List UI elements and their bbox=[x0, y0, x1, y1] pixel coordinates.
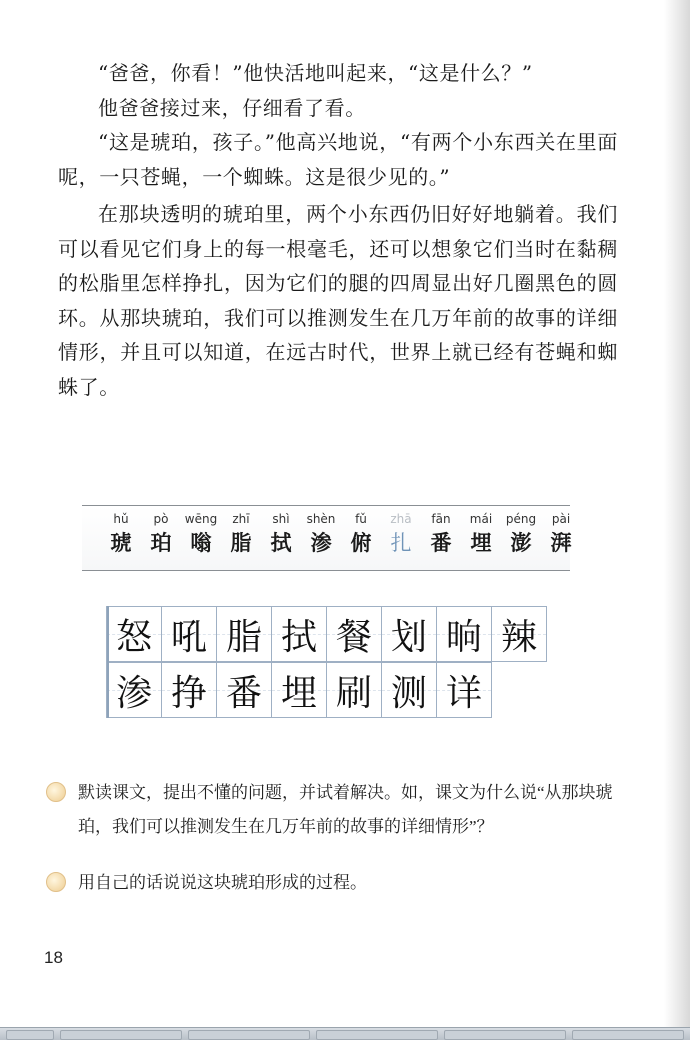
writing-cell bbox=[326, 606, 382, 662]
writing-cell bbox=[271, 606, 327, 662]
pinyin-word bbox=[424, 512, 458, 558]
pinyin: shì bbox=[272, 512, 290, 526]
paragraph-1: “爸爸，你看！”他快活地叫起来，“这是什么？” bbox=[98, 61, 533, 85]
pinyin: wēng bbox=[184, 512, 218, 526]
taskbar-item[interactable] bbox=[188, 1030, 310, 1040]
pinyin-word bbox=[144, 512, 178, 558]
pinyin-word bbox=[224, 512, 258, 558]
pinyin-word bbox=[544, 512, 578, 558]
pinyin: fǔ bbox=[355, 512, 367, 526]
writing-cell bbox=[271, 662, 327, 718]
pinyin-row bbox=[104, 512, 578, 558]
pinyin: hǔ bbox=[113, 512, 129, 526]
pinyin: péng bbox=[505, 512, 537, 526]
writing-char: 刷 bbox=[335, 672, 372, 714]
paragraph-4: 在那块透明的琥珀里，两个小东西仍旧好好地躺着。我们可以看见它们身上的每一根毫毛，还可以想象它们当时在黏稠的松脂里怎样挣扎，因为它们的腿的四周显出好几圈黑色的圆环。从那块琥珀，我们可以推测发生在几万年前的故事的详细情形，并且可以知道，在远古时代，世界上就已经有苍蝇和蜘蛛了。 bbox=[58, 202, 618, 399]
bottom-toolbar bbox=[0, 1027, 690, 1040]
character: 俯 bbox=[350, 530, 372, 555]
taskbar-item[interactable] bbox=[444, 1030, 566, 1040]
writing-cell bbox=[381, 606, 437, 662]
writing-char: 挣 bbox=[170, 672, 207, 714]
pinyin: mái bbox=[469, 512, 493, 526]
character: 湃 bbox=[550, 530, 572, 555]
taskbar-item[interactable] bbox=[60, 1030, 182, 1040]
writing-cell bbox=[216, 662, 272, 718]
writing-grid-row-1 bbox=[107, 606, 547, 662]
writing-cell bbox=[436, 606, 492, 662]
writing-cell bbox=[216, 606, 272, 662]
character: 琥 bbox=[110, 530, 132, 555]
character: 扎 bbox=[390, 531, 412, 555]
circle-bullet-icon bbox=[46, 872, 66, 892]
writing-char: 测 bbox=[390, 672, 427, 714]
pinyin-word bbox=[504, 512, 538, 558]
writing-cell bbox=[491, 606, 547, 662]
pinyin-word bbox=[344, 512, 378, 558]
writing-char: 详 bbox=[445, 672, 482, 714]
writing-char: 晌 bbox=[445, 616, 482, 658]
taskbar-item[interactable] bbox=[316, 1030, 438, 1040]
pinyin-word-box bbox=[82, 505, 570, 571]
question-text: 默读课文，提出不懂的问题，并试着解决。如，课文为什么说“从那块琥珀，我们可以推测发生在几万年前的故事的详细情形”？ bbox=[78, 783, 613, 836]
writing-cell bbox=[161, 606, 217, 662]
writing-cell bbox=[326, 662, 382, 718]
writing-char: 脂 bbox=[225, 616, 262, 658]
writing-cell bbox=[381, 662, 437, 718]
pinyin: zhī bbox=[232, 512, 250, 526]
pinyin-word bbox=[104, 512, 138, 558]
taskbar-item[interactable] bbox=[572, 1030, 684, 1040]
writing-grid-row-2 bbox=[107, 662, 492, 718]
writing-cell bbox=[436, 662, 492, 718]
paragraph-3: “这是琥珀，孩子。”他高兴地说，“有两个小东西关在里面呢，一只苍蝇，一个蜘蛛。这是很少见的。” bbox=[58, 130, 618, 189]
pinyin-word bbox=[304, 512, 338, 558]
question-2 bbox=[46, 866, 618, 900]
pinyin: zhā bbox=[390, 512, 412, 526]
writing-char: 吼 bbox=[170, 616, 207, 658]
pinyin-word-highlight bbox=[384, 512, 418, 558]
writing-char: 番 bbox=[225, 672, 262, 714]
writing-char: 埋 bbox=[280, 672, 317, 714]
question-1 bbox=[46, 776, 618, 844]
character: 嗡 bbox=[190, 530, 212, 555]
writing-cell bbox=[161, 662, 217, 718]
writing-char: 渗 bbox=[115, 672, 152, 714]
circle-bullet-icon bbox=[46, 782, 66, 802]
character: 番 bbox=[430, 530, 452, 555]
pinyin: pài bbox=[551, 512, 571, 526]
pinyin-word bbox=[184, 512, 218, 558]
pinyin: fān bbox=[431, 512, 451, 526]
character: 脂 bbox=[230, 530, 252, 555]
writing-cell bbox=[106, 662, 162, 718]
writing-char: 拭 bbox=[280, 616, 317, 658]
character: 澎 bbox=[510, 530, 532, 555]
page-number: 18 bbox=[44, 948, 63, 967]
writing-char: 辣 bbox=[500, 616, 537, 658]
pinyin-word bbox=[464, 512, 498, 558]
page-edge-shadow bbox=[664, 0, 690, 1028]
pinyin: pò bbox=[153, 512, 169, 526]
writing-char: 划 bbox=[390, 616, 427, 658]
question-text: 用自己的话说说这块琥珀形成的过程。 bbox=[78, 873, 367, 892]
writing-char: 怒 bbox=[115, 616, 152, 658]
writing-cell bbox=[106, 606, 162, 662]
character: 渗 bbox=[310, 530, 332, 555]
story-text bbox=[58, 56, 618, 404]
character: 埋 bbox=[470, 530, 492, 555]
paragraph-2: 他爸爸接过来，仔细看了看。 bbox=[98, 95, 366, 120]
character: 珀 bbox=[150, 530, 172, 555]
character: 拭 bbox=[270, 530, 292, 555]
pinyin-word bbox=[264, 512, 298, 558]
pinyin: shèn bbox=[306, 512, 336, 526]
taskbar-item[interactable] bbox=[6, 1030, 54, 1040]
writing-char: 餐 bbox=[335, 616, 372, 658]
grid-left-border bbox=[107, 606, 109, 718]
